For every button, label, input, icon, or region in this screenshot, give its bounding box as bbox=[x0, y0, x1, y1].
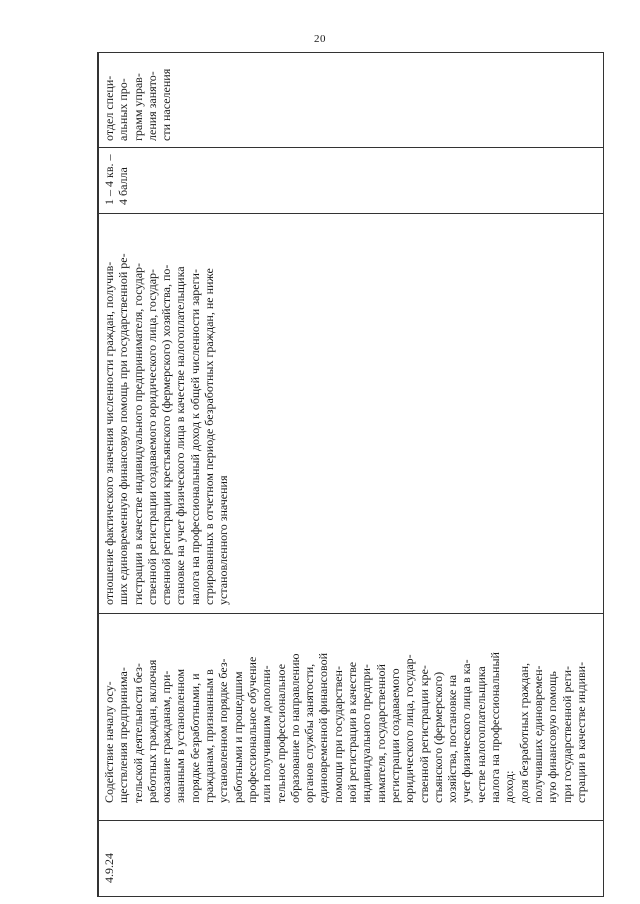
page-number: 20 bbox=[314, 33, 326, 45]
row-divider bbox=[98, 53, 99, 896]
column-divider-period bbox=[98, 147, 603, 148]
indicator-cell: отношение фактического значения численности граждан, получив- ших единовременную финансовую помощь при государственной ре- гистрации в качестве индивидуального предпринимателя, государ- ственной регистрации создаваемого юридического лица, государ- ственной регистрации крестьянского (фермерского) хозяйства, по- становке на учет физического лица в качестве налогоплательщика налога на профессиональный доход к общей численности зареги- стрированных в отчетном периоде безработных граждан, не ниже установленного значения bbox=[102, 253, 231, 605]
responsible-cell: отдел специ- альных про- грамм управ- ления занято- сти населения bbox=[102, 68, 174, 141]
column-divider-activity bbox=[98, 613, 603, 614]
activity-cell: Содействие началу осу- ществления предпринима- тельской деятельности без- работных граждан, включая оказание гражданам, при- знанным в установленном порядке безработными, и гражданам, признанным в установленном порядке без- работными и прошедшим профессиональное обучение или получившим дополни- тельное профессиональное образование по направлению органов службы занятости, единовременной финансовой помощи при государствен- ной регистрации в качестве индивидуального предпри- нимателя, государственной регистрации создаваемого юридического лица, государ- ственной регистрации кре- стьянского (фермерского) хозяйства, постановке на учет физического лица в ка- честве налогоплательщика налога на профессиональный доход: доля безработных граждан, получивших единовремен- ную финансовую помощь при государственной реги- страции в качестве индиви- bbox=[102, 652, 588, 803]
period-score-cell: 1 – 4 кв. – 4 балла bbox=[102, 154, 131, 205]
indicators-table bbox=[97, 52, 604, 897]
row-number-cell: 4.9.24 bbox=[102, 853, 116, 883]
column-divider-indicator bbox=[98, 213, 603, 214]
column-divider-number bbox=[98, 820, 603, 821]
